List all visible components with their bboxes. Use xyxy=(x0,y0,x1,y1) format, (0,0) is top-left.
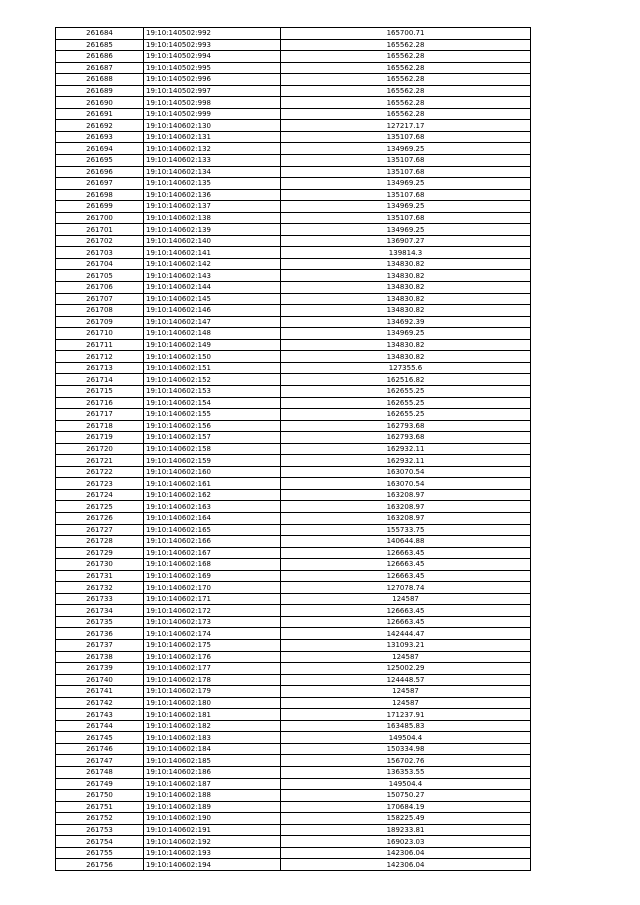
row-number-cell: 261702 xyxy=(56,235,144,247)
value-cell: 149504.4 xyxy=(281,778,531,790)
row-number-cell: 261701 xyxy=(56,224,144,236)
table-body xyxy=(56,28,531,871)
cadastral-number-cell: 19:10:140602:168 xyxy=(144,559,281,571)
table-row xyxy=(56,316,531,328)
row-number-cell: 261692 xyxy=(56,120,144,132)
cadastral-number-cell: 19:10:140602:144 xyxy=(144,282,281,294)
row-number-cell: 261738 xyxy=(56,651,144,663)
row-number-cell: 261704 xyxy=(56,258,144,270)
table-row xyxy=(56,489,531,501)
table-row xyxy=(56,432,531,444)
row-number-cell: 261706 xyxy=(56,282,144,294)
value-cell: 131093.21 xyxy=(281,639,531,651)
table-row xyxy=(56,801,531,813)
cadastral-number-cell: 19:10:140602:137 xyxy=(144,201,281,213)
table-row xyxy=(56,247,531,259)
row-number-cell: 261746 xyxy=(56,743,144,755)
table-row xyxy=(56,328,531,340)
value-cell: 162932.11 xyxy=(281,443,531,455)
value-cell: 165562.28 xyxy=(281,97,531,109)
row-number-cell: 261726 xyxy=(56,512,144,524)
table-row xyxy=(56,74,531,86)
value-cell: 156702.76 xyxy=(281,755,531,767)
cadastral-number-cell: 19:10:140602:178 xyxy=(144,674,281,686)
cadastral-number-cell: 19:10:140602:133 xyxy=(144,155,281,167)
row-number-cell: 261685 xyxy=(56,39,144,51)
cadastral-number-cell: 19:10:140602:174 xyxy=(144,628,281,640)
cadastral-number-cell: 19:10:140602:180 xyxy=(144,697,281,709)
cadastral-number-cell: 19:10:140602:167 xyxy=(144,547,281,559)
cadastral-number-cell: 19:10:140602:158 xyxy=(144,443,281,455)
value-cell: 134830.82 xyxy=(281,351,531,363)
cadastral-number-cell: 19:10:140602:184 xyxy=(144,743,281,755)
row-number-cell: 261721 xyxy=(56,455,144,467)
cadastral-number-cell: 19:10:140502:999 xyxy=(144,108,281,120)
table-row xyxy=(56,466,531,478)
table-row xyxy=(56,755,531,767)
row-number-cell: 261687 xyxy=(56,62,144,74)
cadastral-number-cell: 19:10:140602:172 xyxy=(144,605,281,617)
row-number-cell: 261710 xyxy=(56,328,144,340)
table-row xyxy=(56,212,531,224)
value-cell: 162655.25 xyxy=(281,397,531,409)
value-cell: 150334.98 xyxy=(281,743,531,755)
cadastral-number-cell: 19:10:140602:185 xyxy=(144,755,281,767)
cadastral-number-cell: 19:10:140602:142 xyxy=(144,258,281,270)
row-number-cell: 261752 xyxy=(56,813,144,825)
table-row xyxy=(56,778,531,790)
value-cell: 189233.81 xyxy=(281,824,531,836)
row-number-cell: 261691 xyxy=(56,108,144,120)
cadastral-number-cell: 19:10:140602:135 xyxy=(144,178,281,190)
table-row xyxy=(56,397,531,409)
cadastral-number-cell: 19:10:140602:157 xyxy=(144,432,281,444)
value-cell: 162932.11 xyxy=(281,455,531,467)
table-row xyxy=(56,628,531,640)
cadastral-number-cell: 19:10:140602:134 xyxy=(144,166,281,178)
cadastral-number-cell: 19:10:140602:190 xyxy=(144,813,281,825)
table-row xyxy=(56,732,531,744)
row-number-cell: 261722 xyxy=(56,466,144,478)
cadastral-number-cell: 19:10:140502:993 xyxy=(144,39,281,51)
row-number-cell: 261735 xyxy=(56,616,144,628)
row-number-cell: 261727 xyxy=(56,524,144,536)
cadastral-number-cell: 19:10:140602:173 xyxy=(144,616,281,628)
cadastral-number-cell: 19:10:140602:141 xyxy=(144,247,281,259)
value-cell: 134692.39 xyxy=(281,316,531,328)
row-number-cell: 261754 xyxy=(56,836,144,848)
cadastral-number-cell: 19:10:140602:189 xyxy=(144,801,281,813)
value-cell: 126663.45 xyxy=(281,616,531,628)
cadastral-number-cell: 19:10:140602:186 xyxy=(144,767,281,779)
cadastral-number-cell: 19:10:140602:165 xyxy=(144,524,281,536)
table-row xyxy=(56,97,531,109)
row-number-cell: 261740 xyxy=(56,674,144,686)
table-row xyxy=(56,108,531,120)
cadastral-number-cell: 19:10:140602:181 xyxy=(144,709,281,721)
value-cell: 134969.25 xyxy=(281,201,531,213)
value-cell: 165562.28 xyxy=(281,62,531,74)
table-row xyxy=(56,385,531,397)
value-cell: 134830.82 xyxy=(281,339,531,351)
value-cell: 163208.97 xyxy=(281,501,531,513)
value-cell: 165562.28 xyxy=(281,51,531,63)
cadastral-number-cell: 19:10:140602:182 xyxy=(144,720,281,732)
value-cell: 134830.82 xyxy=(281,270,531,282)
cadastral-number-cell: 19:10:140602:171 xyxy=(144,593,281,605)
value-cell: 139814.3 xyxy=(281,247,531,259)
row-number-cell: 261755 xyxy=(56,847,144,859)
table-row xyxy=(56,189,531,201)
table-row xyxy=(56,570,531,582)
cadastral-number-cell: 19:10:140602:183 xyxy=(144,732,281,744)
table-row xyxy=(56,235,531,247)
row-number-cell: 261714 xyxy=(56,374,144,386)
value-cell: 135107.68 xyxy=(281,155,531,167)
row-number-cell: 261724 xyxy=(56,489,144,501)
table-row xyxy=(56,374,531,386)
row-number-cell: 261718 xyxy=(56,420,144,432)
table-row xyxy=(56,524,531,536)
row-number-cell: 261751 xyxy=(56,801,144,813)
row-number-cell: 261745 xyxy=(56,732,144,744)
value-cell: 134830.82 xyxy=(281,293,531,305)
value-cell: 135107.68 xyxy=(281,189,531,201)
row-number-cell: 261684 xyxy=(56,28,144,40)
value-cell: 163208.97 xyxy=(281,512,531,524)
table-row xyxy=(56,709,531,721)
row-number-cell: 261694 xyxy=(56,143,144,155)
cadastral-number-cell: 19:10:140602:192 xyxy=(144,836,281,848)
table-row xyxy=(56,824,531,836)
table-row xyxy=(56,351,531,363)
value-cell: 127217.17 xyxy=(281,120,531,132)
row-number-cell: 261686 xyxy=(56,51,144,63)
value-cell: 142306.04 xyxy=(281,859,531,871)
value-cell: 134969.25 xyxy=(281,178,531,190)
value-cell: 142306.04 xyxy=(281,847,531,859)
row-number-cell: 261693 xyxy=(56,131,144,143)
value-cell: 135107.68 xyxy=(281,212,531,224)
row-number-cell: 261707 xyxy=(56,293,144,305)
row-number-cell: 261737 xyxy=(56,639,144,651)
value-cell: 135107.68 xyxy=(281,131,531,143)
table-row xyxy=(56,39,531,51)
table-row xyxy=(56,28,531,40)
row-number-cell: 261716 xyxy=(56,397,144,409)
cadastral-number-cell: 19:10:140602:187 xyxy=(144,778,281,790)
value-cell: 163070.54 xyxy=(281,478,531,490)
row-number-cell: 261736 xyxy=(56,628,144,640)
table-row xyxy=(56,224,531,236)
row-number-cell: 261729 xyxy=(56,547,144,559)
row-number-cell: 261705 xyxy=(56,270,144,282)
cadastral-number-cell: 19:10:140602:147 xyxy=(144,316,281,328)
row-number-cell: 261734 xyxy=(56,605,144,617)
cadastral-number-cell: 19:10:140602:154 xyxy=(144,397,281,409)
value-cell: 126663.45 xyxy=(281,547,531,559)
cadastral-number-cell: 19:10:140602:179 xyxy=(144,686,281,698)
value-cell: 124587 xyxy=(281,697,531,709)
table-row xyxy=(56,166,531,178)
cadastral-number-cell: 19:10:140602:130 xyxy=(144,120,281,132)
table-row xyxy=(56,131,531,143)
value-cell: 155733.75 xyxy=(281,524,531,536)
row-number-cell: 261742 xyxy=(56,697,144,709)
cadastral-number-cell: 19:10:140502:997 xyxy=(144,85,281,97)
cadastral-number-cell: 19:10:140602:131 xyxy=(144,131,281,143)
table-row xyxy=(56,674,531,686)
cadastral-number-cell: 19:10:140602:160 xyxy=(144,466,281,478)
table-row xyxy=(56,593,531,605)
cadastral-number-cell: 19:10:140602:170 xyxy=(144,582,281,594)
row-number-cell: 261725 xyxy=(56,501,144,513)
cadastral-number-cell: 19:10:140602:166 xyxy=(144,536,281,548)
value-cell: 135107.68 xyxy=(281,166,531,178)
value-cell: 163070.54 xyxy=(281,466,531,478)
value-cell: 126663.45 xyxy=(281,559,531,571)
value-cell: 158225.49 xyxy=(281,813,531,825)
table-row xyxy=(56,478,531,490)
row-number-cell: 261743 xyxy=(56,709,144,721)
table-row xyxy=(56,697,531,709)
row-number-cell: 261753 xyxy=(56,824,144,836)
value-cell: 170684.19 xyxy=(281,801,531,813)
table-row xyxy=(56,790,531,802)
row-number-cell: 261732 xyxy=(56,582,144,594)
value-cell: 124587 xyxy=(281,651,531,663)
cadastral-number-cell: 19:10:140502:996 xyxy=(144,74,281,86)
row-number-cell: 261698 xyxy=(56,189,144,201)
row-number-cell: 261696 xyxy=(56,166,144,178)
table-row xyxy=(56,836,531,848)
cadastral-number-cell: 19:10:140602:161 xyxy=(144,478,281,490)
cadastral-number-cell: 19:10:140602:169 xyxy=(144,570,281,582)
value-cell: 124587 xyxy=(281,686,531,698)
table-row xyxy=(56,178,531,190)
cadastral-number-cell: 19:10:140602:143 xyxy=(144,270,281,282)
cadastral-number-cell: 19:10:140602:153 xyxy=(144,385,281,397)
value-cell: 171237.91 xyxy=(281,709,531,721)
cadastral-number-cell: 19:10:140602:176 xyxy=(144,651,281,663)
cadastral-number-cell: 19:10:140502:992 xyxy=(144,28,281,40)
cadastral-number-cell: 19:10:140602:188 xyxy=(144,790,281,802)
value-cell: 163208.97 xyxy=(281,489,531,501)
table-row xyxy=(56,501,531,513)
cadastral-number-cell: 19:10:140602:175 xyxy=(144,639,281,651)
table-row xyxy=(56,847,531,859)
cadastral-number-cell: 19:10:140602:177 xyxy=(144,663,281,675)
row-number-cell: 261731 xyxy=(56,570,144,582)
value-cell: 162793.68 xyxy=(281,420,531,432)
row-number-cell: 261750 xyxy=(56,790,144,802)
row-number-cell: 261730 xyxy=(56,559,144,571)
row-number-cell: 261708 xyxy=(56,305,144,317)
value-cell: 127078.74 xyxy=(281,582,531,594)
table-row xyxy=(56,767,531,779)
value-cell: 134969.25 xyxy=(281,224,531,236)
cadastral-number-cell: 19:10:140602:132 xyxy=(144,143,281,155)
row-number-cell: 261711 xyxy=(56,339,144,351)
cadastral-number-cell: 19:10:140602:163 xyxy=(144,501,281,513)
row-number-cell: 261756 xyxy=(56,859,144,871)
value-cell: 150750.27 xyxy=(281,790,531,802)
value-cell: 127355.6 xyxy=(281,362,531,374)
value-cell: 134830.82 xyxy=(281,282,531,294)
table-row xyxy=(56,547,531,559)
table-row xyxy=(56,639,531,651)
value-cell: 134830.82 xyxy=(281,258,531,270)
value-cell: 165562.28 xyxy=(281,39,531,51)
value-cell: 140644.88 xyxy=(281,536,531,548)
table-row xyxy=(56,155,531,167)
row-number-cell: 261719 xyxy=(56,432,144,444)
cadastral-number-cell: 19:10:140602:191 xyxy=(144,824,281,836)
value-cell: 125002.29 xyxy=(281,663,531,675)
cadastral-number-cell: 19:10:140602:146 xyxy=(144,305,281,317)
row-number-cell: 261713 xyxy=(56,362,144,374)
row-number-cell: 261749 xyxy=(56,778,144,790)
value-cell: 165562.28 xyxy=(281,74,531,86)
table-row xyxy=(56,616,531,628)
cadastral-number-cell: 19:10:140602:150 xyxy=(144,351,281,363)
table-row xyxy=(56,339,531,351)
value-cell: 134969.25 xyxy=(281,328,531,340)
cadastral-number-cell: 19:10:140602:162 xyxy=(144,489,281,501)
value-cell: 142444.47 xyxy=(281,628,531,640)
row-number-cell: 261723 xyxy=(56,478,144,490)
table-row xyxy=(56,201,531,213)
cadastral-number-cell: 19:10:140602:149 xyxy=(144,339,281,351)
value-cell: 134969.25 xyxy=(281,143,531,155)
value-cell: 136907.27 xyxy=(281,235,531,247)
cadastral-number-cell: 19:10:140602:138 xyxy=(144,212,281,224)
table-row xyxy=(56,51,531,63)
row-number-cell: 261717 xyxy=(56,409,144,421)
cadastral-number-cell: 19:10:140602:145 xyxy=(144,293,281,305)
row-number-cell: 261700 xyxy=(56,212,144,224)
row-number-cell: 261688 xyxy=(56,74,144,86)
cadastral-number-cell: 19:10:140602:152 xyxy=(144,374,281,386)
table-row xyxy=(56,455,531,467)
row-number-cell: 261709 xyxy=(56,316,144,328)
cadastral-number-cell: 19:10:140602:155 xyxy=(144,409,281,421)
row-number-cell: 261690 xyxy=(56,97,144,109)
table-row xyxy=(56,743,531,755)
table-row xyxy=(56,605,531,617)
row-number-cell: 261697 xyxy=(56,178,144,190)
value-cell: 126663.45 xyxy=(281,605,531,617)
row-number-cell: 261728 xyxy=(56,536,144,548)
value-cell: 149504.4 xyxy=(281,732,531,744)
row-number-cell: 261689 xyxy=(56,85,144,97)
row-number-cell: 261747 xyxy=(56,755,144,767)
value-cell: 169023.03 xyxy=(281,836,531,848)
cadastral-number-cell: 19:10:140602:151 xyxy=(144,362,281,374)
cadastral-number-cell: 19:10:140602:164 xyxy=(144,512,281,524)
cadastral-number-cell: 19:10:140602:193 xyxy=(144,847,281,859)
table-row xyxy=(56,293,531,305)
table-row xyxy=(56,686,531,698)
row-number-cell: 261733 xyxy=(56,593,144,605)
table-row xyxy=(56,282,531,294)
value-cell: 165562.28 xyxy=(281,108,531,120)
table-row xyxy=(56,85,531,97)
table-row xyxy=(56,651,531,663)
value-cell: 165700.71 xyxy=(281,28,531,40)
table-row xyxy=(56,258,531,270)
value-cell: 165562.28 xyxy=(281,85,531,97)
row-number-cell: 261703 xyxy=(56,247,144,259)
cadastral-value-table xyxy=(55,27,531,871)
row-number-cell: 261748 xyxy=(56,767,144,779)
cadastral-number-cell: 19:10:140602:140 xyxy=(144,235,281,247)
cadastral-number-cell: 19:10:140602:159 xyxy=(144,455,281,467)
table-row xyxy=(56,813,531,825)
cadastral-number-cell: 19:10:140602:136 xyxy=(144,189,281,201)
table-row xyxy=(56,62,531,74)
value-cell: 124448.57 xyxy=(281,674,531,686)
cadastral-number-cell: 19:10:140602:156 xyxy=(144,420,281,432)
table-row xyxy=(56,536,531,548)
table-row xyxy=(56,270,531,282)
row-number-cell: 261739 xyxy=(56,663,144,675)
row-number-cell: 261744 xyxy=(56,720,144,732)
table-row xyxy=(56,305,531,317)
value-cell: 124587 xyxy=(281,593,531,605)
value-cell: 162516.82 xyxy=(281,374,531,386)
value-cell: 162655.25 xyxy=(281,409,531,421)
row-number-cell: 261699 xyxy=(56,201,144,213)
table-row xyxy=(56,720,531,732)
table-row xyxy=(56,420,531,432)
cadastral-number-cell: 19:10:140502:994 xyxy=(144,51,281,63)
value-cell: 162655.25 xyxy=(281,385,531,397)
table-row xyxy=(56,582,531,594)
cadastral-number-cell: 19:10:140502:998 xyxy=(144,97,281,109)
table-row xyxy=(56,143,531,155)
value-cell: 162793.68 xyxy=(281,432,531,444)
table-row xyxy=(56,409,531,421)
row-number-cell: 261715 xyxy=(56,385,144,397)
table-row xyxy=(56,120,531,132)
table-row xyxy=(56,443,531,455)
value-cell: 136353.55 xyxy=(281,767,531,779)
value-cell: 163485.83 xyxy=(281,720,531,732)
row-number-cell: 261712 xyxy=(56,351,144,363)
table-row xyxy=(56,663,531,675)
value-cell: 134830.82 xyxy=(281,305,531,317)
table-row xyxy=(56,512,531,524)
cadastral-number-cell: 19:10:140602:194 xyxy=(144,859,281,871)
table-row xyxy=(56,559,531,571)
cadastral-number-cell: 19:10:140502:995 xyxy=(144,62,281,74)
table-row xyxy=(56,859,531,871)
cadastral-number-cell: 19:10:140602:139 xyxy=(144,224,281,236)
row-number-cell: 261720 xyxy=(56,443,144,455)
cadastral-number-cell: 19:10:140602:148 xyxy=(144,328,281,340)
row-number-cell: 261741 xyxy=(56,686,144,698)
value-cell: 126663.45 xyxy=(281,570,531,582)
row-number-cell: 261695 xyxy=(56,155,144,167)
table-row xyxy=(56,362,531,374)
